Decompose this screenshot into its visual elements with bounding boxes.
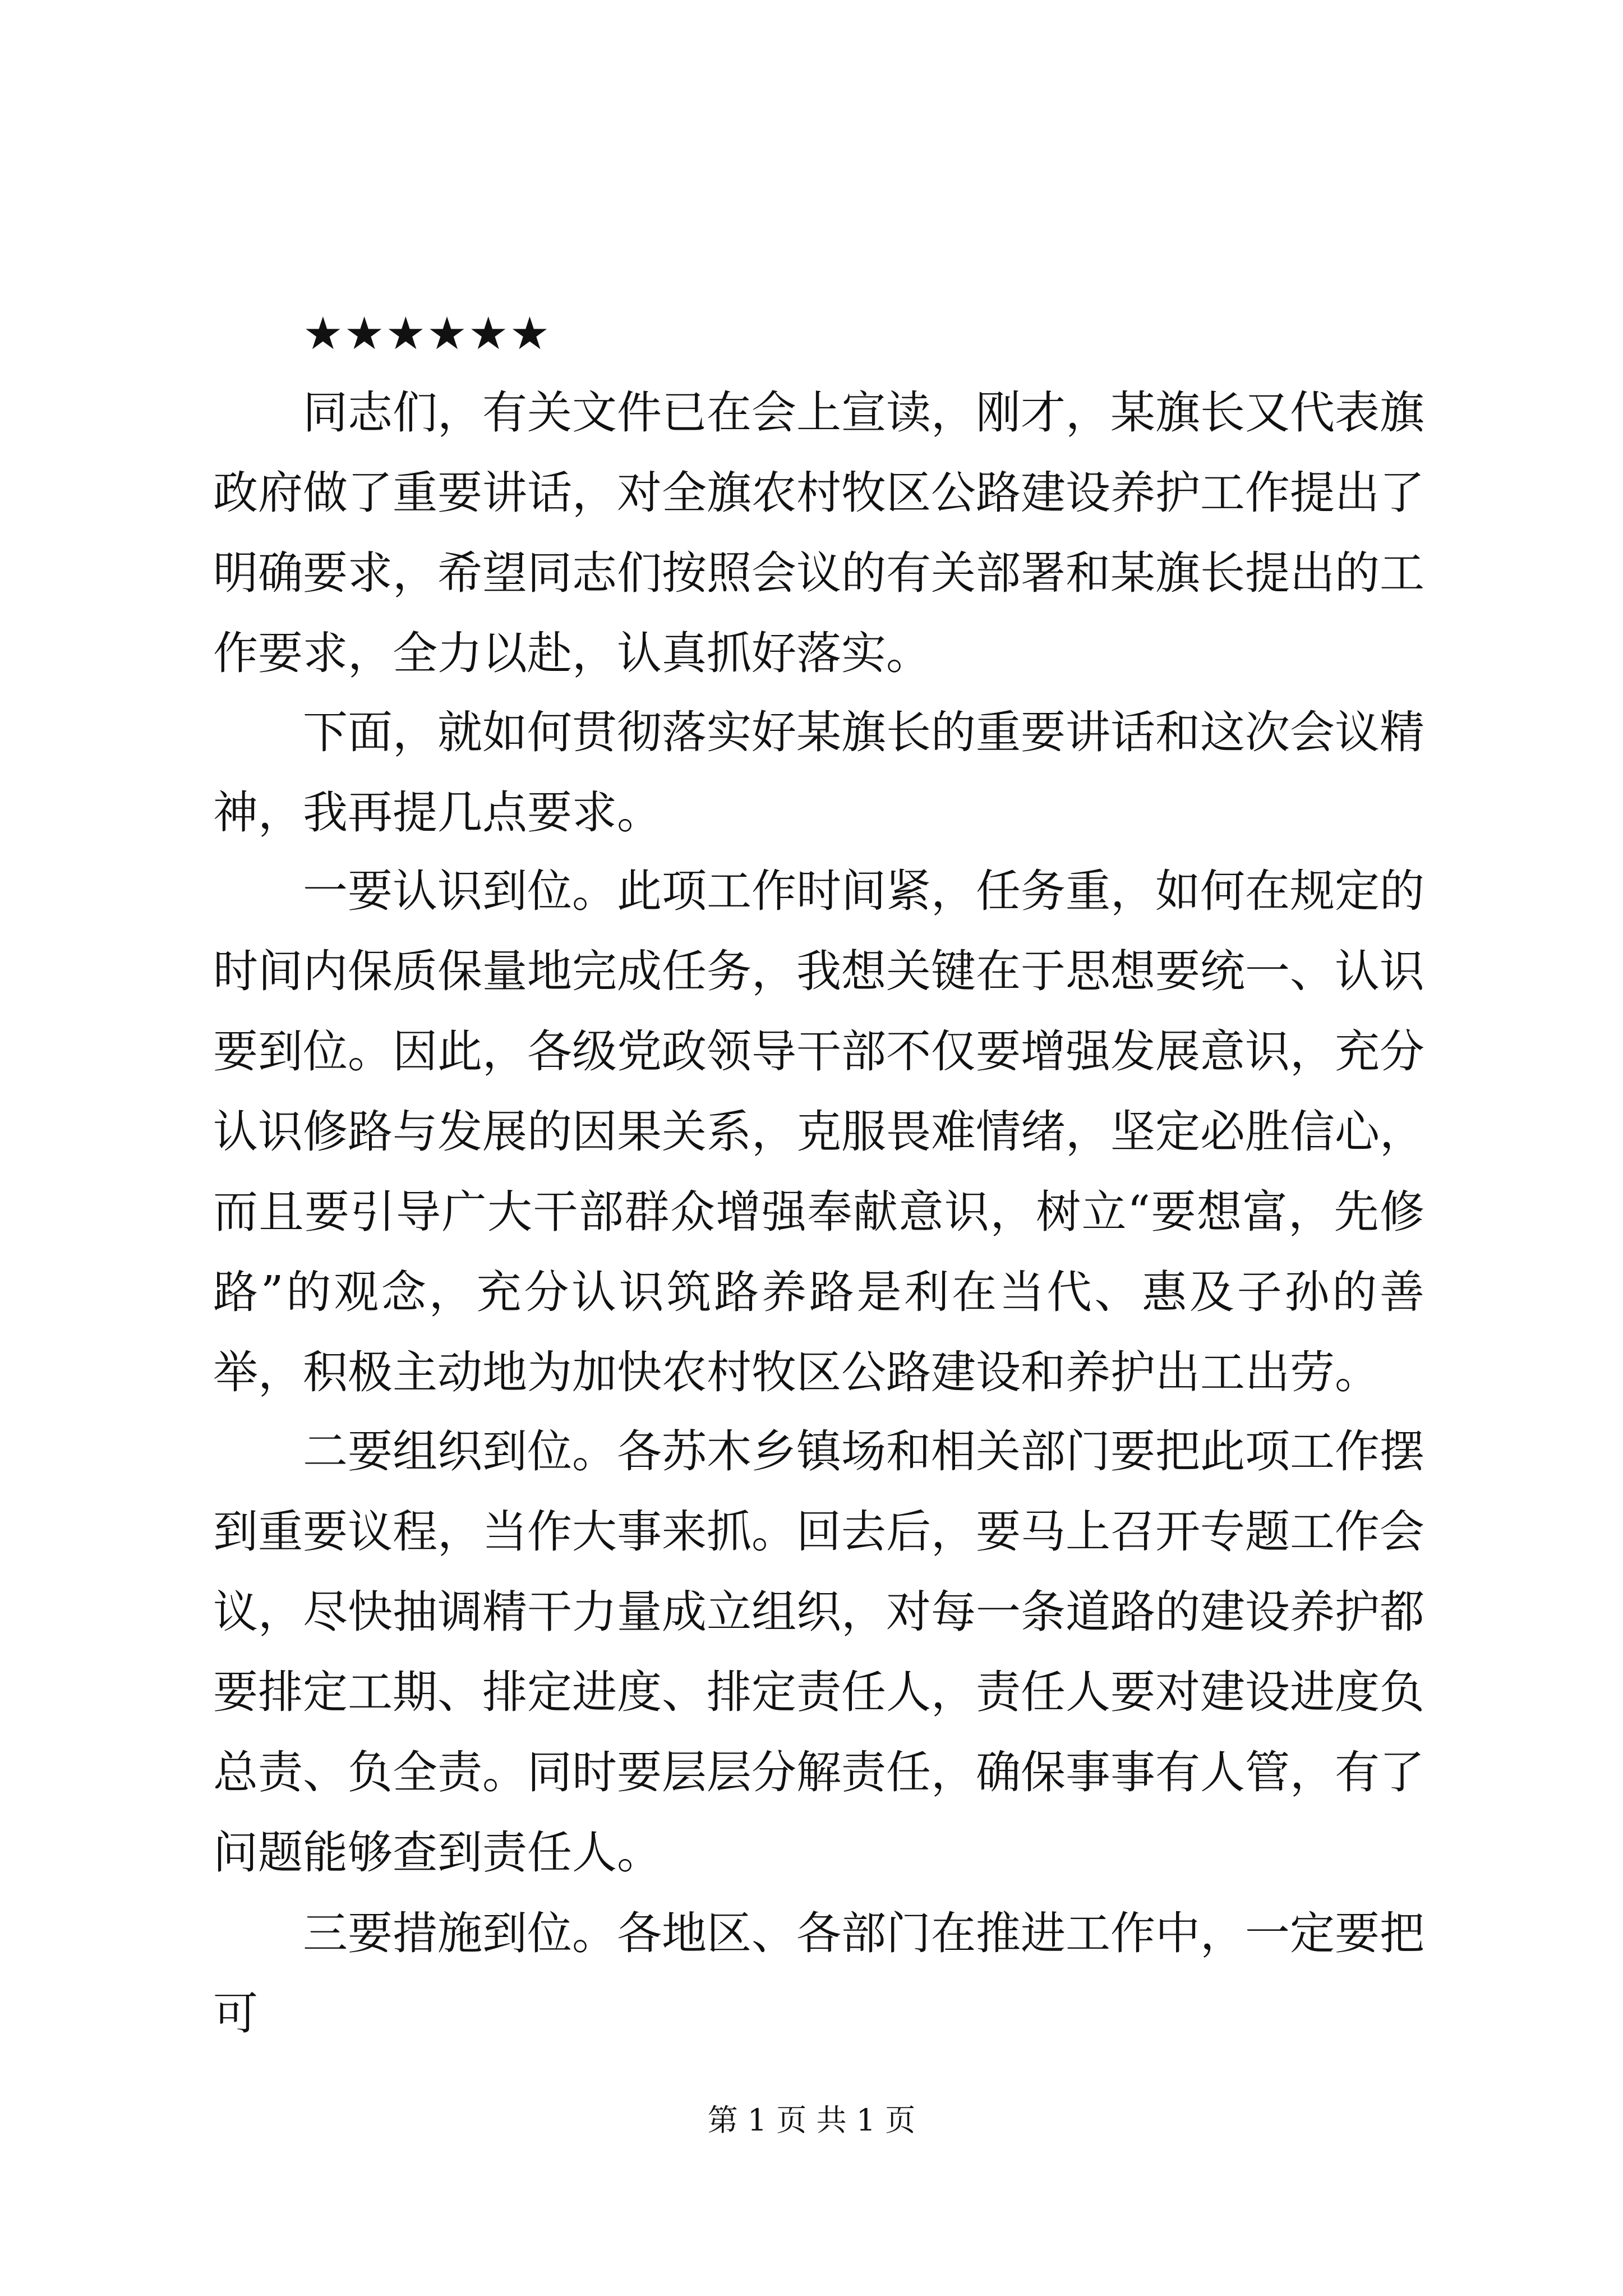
- paragraph-requirements-intro: 下面，就如何贯彻落实好某旗长的重要讲话和这次会议精神，我再提几点要求。: [213, 706, 1424, 839]
- paragraph-organization: 二要组织到位。各苏木乡镇场和相关部门要把此项工作摆到重要议程，当作大事来抓。回去后，要马上召开专题工作会议，尽快抽调精干力量成立组织，对每一条道路的建设养护都要排定工期、排定进度、排定责任人，责任人要对建设进度负总责、负全责。同时要层层分解责任，确保事事有人管，有了问题能够查到责任人。: [213, 1425, 1424, 1879]
- page-footer: 第 1 页 共 1 页: [707, 2102, 916, 2138]
- paragraph-opening: 同志们，有关文件已在会上宣读，刚才，某旗长又代表旗政府做了重要讲话，对全旗农村牧区公路建设养护工作提出了明确要求，希望同志们按照会议的有关部署和某旗长提出的工作要求，全力以赴，认真抓好落实。: [213, 386, 1424, 679]
- paragraph-measures: 三要措施到位。各地区、各部门在推进工作中，一定要把可: [213, 1907, 1424, 2040]
- star-rating-decoration: ★★★★★★: [303, 307, 551, 360]
- paragraph-awareness: 一要认识到位。此项工作时间紧，任务重，如何在规定的时间内保质保量地完成任务，我想关键在于思想要统一、认识要到位。因此，各级党政领导干部不仅要增强发展意识，充分认识修路与发展的因果关系，克服畏难情绪，坚定必胜信心，而且要引导广大干部群众增强奉献意识，树立“要想富，先修路”的观念，充分认识筑路养路是利在当代、惠及子孙的善举，积极主动地为加快农村牧区公路建设和养护出工出劳。: [213, 865, 1424, 1398]
